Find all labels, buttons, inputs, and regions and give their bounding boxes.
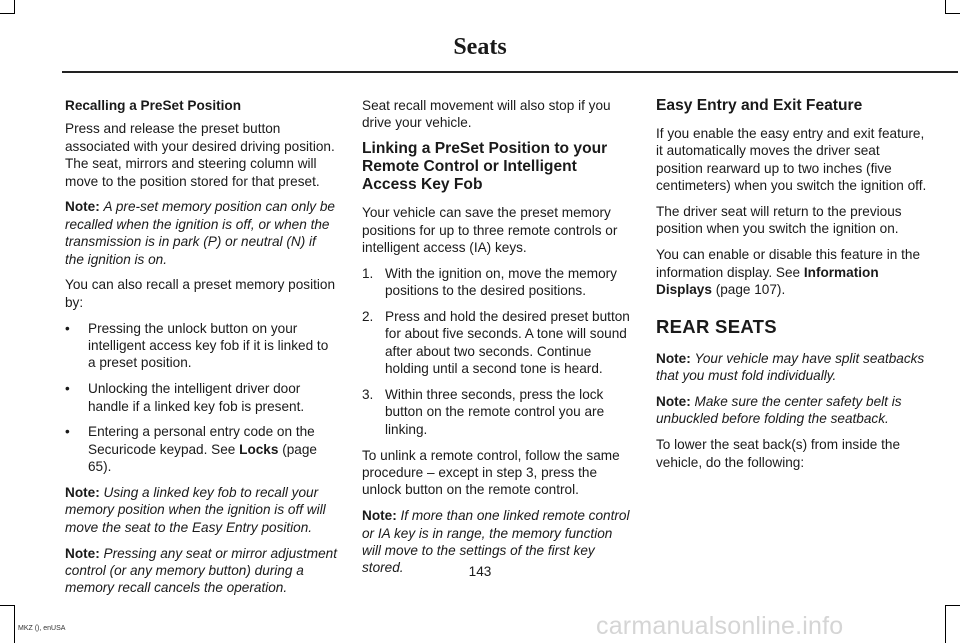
list-item [65,320,337,372]
crop-mark-top-right-h [946,13,960,14]
note [656,393,928,428]
step-number: 1. [362,265,374,281]
paragraph: Seat recall movement will also stop if you drive your vehicle. [362,98,611,131]
crop-mark-bottom-right [945,605,946,643]
step-item [362,308,633,378]
step-number: 3. [362,387,374,403]
page-title: Seats [453,34,507,60]
subheading-recalling-preset: Recalling a PreSet Position [65,98,242,113]
note [656,350,928,385]
paragraph: Your vehicle can save the preset memory positions for up to three remote controls or intelligent access (IA) keys. [362,205,618,256]
cross-reference-link[interactable]: Information Displays [656,264,879,298]
crop-mark-top-left [14,0,15,14]
note [65,484,337,536]
list-item [65,380,337,415]
column-middle [362,97,633,585]
list-item [65,423,337,475]
note-text: Using a linked key fob to recall your memory position when the ignition is off will move the seat to the Easy Entry position. [65,485,326,535]
paragraph: If you enable the easy entry and exit feature, it automatically moves the driver seat position rearward up to two inches (five centimeters) when you switch the ignition off. [656,126,927,194]
crop-mark-bottom-left-h [0,605,14,606]
crop-mark-bottom-right-h [946,605,960,606]
section-heading-rear-seats: REAR SEATS [656,316,777,338]
note-label: Note: [65,199,100,215]
step-text: Press and hold the desired preset button for about five seconds. A tone will sound after about two seconds. Continue holding until a second tone is heard. [385,309,630,377]
page-reference: (page 65). [88,441,317,475]
paragraph: To lower the seat back(s) from inside the vehicle, do the following: [656,437,901,470]
note-text: Make sure the center safety belt is unbuckled before folding the seatback. [656,394,902,427]
bullet-marker: • [65,381,70,397]
watermark: carmanualsonline.info [596,612,844,640]
step-item [362,265,633,300]
step-number: 2. [362,309,374,325]
crop-mark-top-right [945,0,946,14]
header-divider [62,71,958,73]
cross-reference-link[interactable]: Locks [239,441,279,457]
steps-list [362,265,633,438]
list-item-text: Unlocking the intelligent driver door handle if a linked key fob is present. [88,381,305,414]
page-number: 143 [468,564,492,579]
column-left [65,97,337,605]
paragraph: To unlink a remote control, follow the same procedure – except in step 3, press the unlock button on the remote control. [362,447,620,498]
note-label: Note: [362,508,397,524]
list-item-text: Entering a personal entry code on the Securicode keypad. See [88,424,315,457]
note-text: If more than one linked remote control or IA key is in range, the memory function will move to the settings of the first key stored. [362,508,630,576]
section-heading-linking: Linking a PreSet Position to your Remote Control or Intelligent Access Key Fob [362,140,608,194]
bullet-marker: • [65,424,70,440]
column-right [656,97,928,479]
paragraph: You can also recall a preset memory position by: [65,277,336,310]
paragraph [656,246,928,298]
note-label: Note: [65,485,100,501]
page-reference: (page 107). [711,282,786,298]
step-item [362,386,633,438]
footer-doc-code: MKZ (), enUSA [18,625,66,632]
note-text: Pressing any seat or mirror adjustment control (or any memory button) during a memory recall cancels the operation. [65,545,337,596]
note-label: Note: [65,545,100,561]
bullet-list [65,320,337,476]
note [65,198,337,268]
step-text: Within three seconds, press the lock button on the remote control you are linking. [385,387,605,437]
crop-mark-bottom-left [14,605,15,643]
paragraph: The driver seat will return to the previous position when you switch the ignition on. [656,204,902,237]
bullet-marker: • [65,320,70,336]
paragraph: Press and release the preset button associated with your desired driving position. The seat, mirrors and steering column will move to the position stored for that preset. [65,121,335,189]
note-text: Your vehicle may have split seatbacks that you must fold individually. [656,350,925,384]
note-label: Note: [656,350,691,366]
list-item-text: Pressing the unlock button on your intelligent access key fob if it is linked to a preset position. [88,320,329,371]
step-text: With the ignition on, move the memory positions to the desired positions. [385,265,617,299]
note-label: Note: [656,394,691,410]
paragraph-text: You can enable or disable this feature in the information display. See [656,247,921,280]
section-heading-easy-entry: Easy Entry and Exit Feature [656,97,863,114]
crop-mark-top-left-h [0,13,14,14]
note-text: A pre-set memory position can only be recalled when the ignition is off, or when the transmission is in park (P) or neutral (N) if the ignition is on. [65,199,335,267]
